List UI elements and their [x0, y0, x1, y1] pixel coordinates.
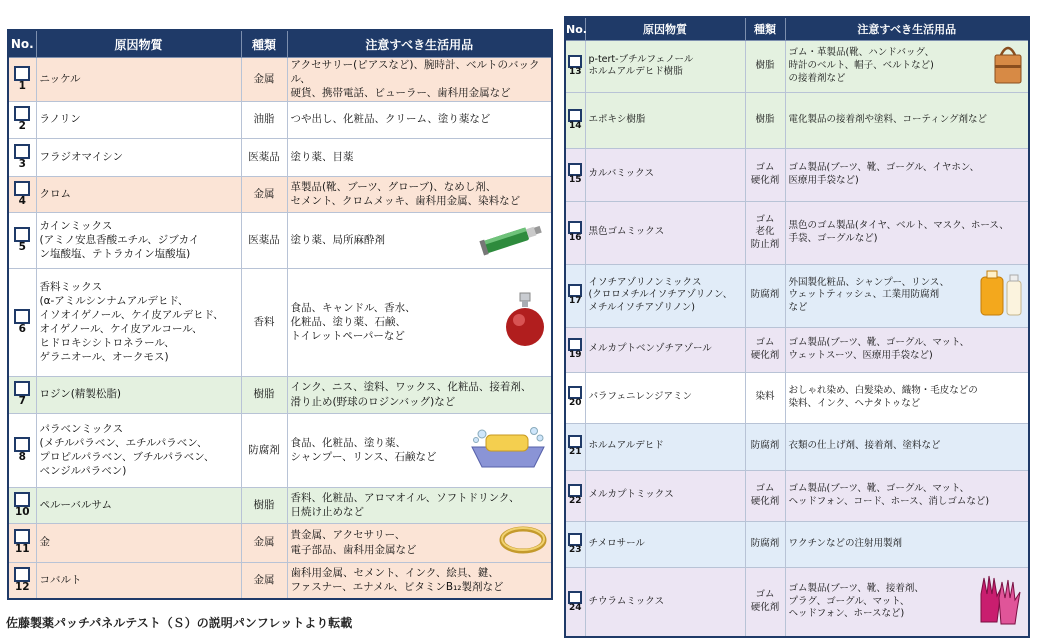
- type-cell: [241, 376, 287, 413]
- table-row: [565, 148, 1029, 201]
- table-row: [565, 201, 1029, 264]
- type-cell: [241, 268, 287, 376]
- product-list: 革製品(靴、ブーツ、グローブ)、なめし剤、 セメント、クロムメッキ、歯科用金属、染料など: [290, 180, 521, 208]
- substance-type: 樹脂: [755, 60, 775, 71]
- product-list: 衣類の仕上げ剤、接着剤、塗料など: [788, 440, 941, 452]
- substance-name: イソチアゾリノンミックス (クロロメチルイソチアゾリノン、 メチルイソチアゾリノン): [588, 276, 733, 314]
- type-cell: [241, 101, 287, 138]
- source-caption: 佐藤製薬パッチパネルテスト（Ｓ）の説明パンフレットより転載: [6, 616, 353, 630]
- product-list: 歯科用金属、セメント、インク、絵具、鍵、 ファスナー、エナメル、ビタミンB₁₂製剤など: [290, 567, 504, 594]
- row-number-cell: [8, 413, 36, 487]
- products-cell: [785, 264, 1029, 327]
- substance-name: メルカプトベンゾチアゾール: [588, 343, 712, 355]
- table-row: [8, 487, 552, 523]
- type-cell: [745, 567, 785, 637]
- row-checkbox[interactable]: [14, 437, 30, 452]
- header-substance: 原因物質: [36, 30, 241, 58]
- product-list: アクセサリー(ピアスなど)、腕時計、ベルトのバックル、 硬貨、携帯電話、ビューラー、歯科用金属など: [290, 59, 540, 100]
- type-cell: [745, 92, 785, 148]
- substance-type: ゴム 硬化剤: [750, 589, 780, 614]
- product-list: ゴム製品(ブーツ、靴、接着剤、 プラグ、ゴーグル、マット、 ヘッドフォン、ホースなど): [788, 582, 924, 620]
- substance-cell: [585, 423, 745, 470]
- row-number: 14: [568, 120, 582, 131]
- row-number: 21: [568, 447, 582, 458]
- type-cell: [745, 372, 785, 423]
- product-list: ゴム製品(ブーツ、靴、ゴーグル、イヤホン、 医療用手袋など): [788, 162, 980, 186]
- row-number: 5: [18, 240, 26, 253]
- row-checkbox[interactable]: [14, 529, 30, 544]
- substance-name: クロム: [39, 187, 71, 200]
- substance-type: 樹脂: [253, 388, 275, 401]
- row-number: 17: [568, 296, 582, 307]
- products-cell: [785, 372, 1029, 423]
- row-number: 16: [568, 233, 582, 244]
- substance-cell: [585, 264, 745, 327]
- product-list: インク、ニス、塗料、ワックス、化粧品、接着剤、 滑り止め(野球のロジンバッグ)など: [290, 381, 532, 408]
- substance-type: 香料: [253, 315, 275, 328]
- type-cell: [241, 58, 287, 102]
- row-number-cell: [8, 268, 36, 376]
- table-header-row: [8, 30, 552, 58]
- row-checkbox[interactable]: [568, 55, 582, 68]
- row-checkbox[interactable]: [14, 381, 30, 396]
- substance-name: ペルーバルサム: [39, 498, 112, 511]
- header-type: 種類: [745, 17, 785, 41]
- substance-type: 油脂: [253, 113, 275, 126]
- row-checkbox[interactable]: [14, 66, 30, 81]
- products-cell: [785, 148, 1029, 201]
- row-number-cell: [565, 148, 585, 201]
- row-number-cell: [8, 212, 36, 268]
- row-number: 13: [568, 66, 582, 77]
- substance-type: 金属: [253, 574, 275, 587]
- products-cell: [785, 92, 1029, 148]
- product-list: 外国製化粧品、シャンプー、リンス、 ウェットティッシュ、工業用防腐剤 など: [788, 276, 950, 314]
- substance-type: 防腐剤: [750, 289, 780, 301]
- substance-type: ゴム 硬化剤: [750, 483, 780, 507]
- product-list: ゴム製品(ブーツ、靴、ゴーグル、マット、 ウェットスーツ、医療用手袋など): [788, 337, 970, 361]
- substance-name: ニッケル: [39, 73, 81, 86]
- type-cell: [241, 562, 287, 599]
- substance-name: ロジン(精製松脂): [39, 388, 121, 401]
- product-list: ゴム・革製品(靴、ハンドバッグ、 時計のベルト、帽子、ベルトなど) の接着剤など: [788, 47, 935, 84]
- products-cell: [287, 58, 552, 102]
- substance-name: ラノリン: [39, 113, 81, 126]
- substance-name: 黒色ゴムミックス: [588, 226, 665, 238]
- table-row: [8, 268, 552, 376]
- row-number-cell: [8, 58, 36, 102]
- substance-type: 医薬品: [248, 150, 280, 163]
- table-row: [8, 562, 552, 599]
- row-number: 12: [14, 580, 30, 593]
- row-number: 1: [18, 79, 26, 92]
- bottles-icon: [975, 269, 1025, 322]
- substance-type: 金属: [253, 73, 275, 86]
- row-checkbox[interactable]: [568, 591, 582, 604]
- product-list: 黒色のゴム製品(タイヤ、ベルト、マスク、ホース、 手袋、ゴーグルなど): [788, 220, 1009, 244]
- type-cell: [241, 176, 287, 212]
- table-row: [8, 58, 552, 102]
- table-row: [8, 413, 552, 487]
- row-number-cell: [565, 423, 585, 470]
- product-list: ゴム製品(ブーツ、靴、ゴーグル、マット、 ヘッドフォン、コード、ホース、消しゴムなど): [788, 483, 990, 507]
- row-number-cell: [8, 562, 36, 599]
- product-list: つや出し、化粧品、クリーム、塗り薬など: [290, 113, 491, 126]
- table-row: [565, 92, 1029, 148]
- substance-cell: [585, 567, 745, 637]
- table-row: [8, 138, 552, 176]
- products-cell: [785, 41, 1029, 93]
- products-cell: [287, 212, 552, 268]
- row-checkbox[interactable]: [14, 567, 30, 582]
- row-number: 7: [18, 395, 26, 408]
- substance-type: 防腐剤: [750, 537, 780, 549]
- table-header-row: [565, 17, 1029, 41]
- row-number: 15: [568, 175, 582, 186]
- substance-cell: [36, 376, 241, 413]
- substance-cell: [585, 521, 745, 567]
- row-number: 6: [18, 322, 26, 335]
- products-cell: [287, 138, 552, 176]
- substance-cell: [585, 41, 745, 93]
- products-cell: [287, 562, 552, 599]
- substance-cell: [36, 413, 241, 487]
- row-number-cell: [8, 376, 36, 413]
- substance-cell: [585, 148, 745, 201]
- row-number-cell: [565, 201, 585, 264]
- substance-cell: [36, 101, 241, 138]
- substance-cell: [585, 470, 745, 521]
- substance-name: カルバミックス: [588, 168, 655, 180]
- substance-type: 防腐剤: [750, 440, 780, 452]
- row-number-cell: [565, 521, 585, 567]
- product-list: 貴金属、アクセサリー、 電子部品、歯科用金属など: [290, 529, 417, 556]
- handbag-icon: [991, 41, 1025, 92]
- substance-name: チメロサール: [588, 537, 645, 549]
- substance-type: 樹脂: [755, 113, 775, 125]
- table-row: [8, 523, 552, 562]
- table-row: [565, 327, 1029, 372]
- products-cell: [785, 470, 1029, 521]
- row-checkbox[interactable]: [14, 309, 30, 324]
- substance-cell: [36, 212, 241, 268]
- type-cell: [745, 521, 785, 567]
- substance-type: 防腐剤: [248, 443, 280, 456]
- type-cell: [241, 523, 287, 562]
- row-number: 24: [568, 602, 582, 613]
- products-cell: [287, 487, 552, 523]
- substance-cell: [585, 92, 745, 148]
- header-no: No.: [8, 30, 36, 58]
- substance-cell: [585, 327, 745, 372]
- row-checkbox[interactable]: [14, 144, 30, 159]
- allergen-table-right: [564, 16, 1030, 638]
- substance-name: メルカプトミックス: [588, 489, 674, 501]
- products-cell: [287, 376, 552, 413]
- table-row: [565, 470, 1029, 521]
- row-number: 10: [14, 505, 30, 518]
- type-cell: [241, 138, 287, 176]
- substance-cell: [36, 487, 241, 523]
- product-list: 塗り薬、目薬: [290, 150, 354, 163]
- substance-type: ゴム 硬化剤: [750, 162, 780, 186]
- row-checkbox[interactable]: [14, 492, 30, 507]
- row-checkbox[interactable]: [14, 181, 30, 196]
- table-row: [565, 41, 1029, 93]
- substance-type: 金属: [253, 536, 275, 549]
- substance-cell: [36, 523, 241, 562]
- products-cell: [287, 413, 552, 487]
- substance-name: エポキシ樹脂: [588, 113, 646, 125]
- row-checkbox[interactable]: [568, 109, 582, 122]
- row-number-cell: [565, 264, 585, 327]
- row-number: 3: [18, 157, 26, 170]
- substance-name: 金: [39, 536, 50, 549]
- substance-cell: [36, 562, 241, 599]
- row-number-cell: [565, 92, 585, 148]
- row-number-cell: [565, 470, 585, 521]
- table-row: [565, 521, 1029, 567]
- product-list: ワクチンなどの注射用製剤: [788, 537, 903, 549]
- row-number: 4: [18, 194, 26, 207]
- row-number: 8: [18, 450, 26, 463]
- ring-icon: [498, 524, 548, 560]
- type-cell: [745, 148, 785, 201]
- substance-name: カインミックス (アミノ安息香酸エチル、ジブカイ ン塩酸塩、テトラカイン塩酸塩): [39, 219, 200, 261]
- products-cell: [287, 523, 552, 562]
- header-no: No.: [565, 17, 585, 41]
- row-number: 11: [14, 543, 30, 556]
- table-row: [565, 567, 1029, 637]
- product-list: 食品、キャンドル、香水、 化粧品、塗り薬、石鹸、 トイレットペーパーなど: [290, 301, 416, 343]
- substance-name: チウラムミックス: [588, 595, 665, 607]
- allergen-table-left: [7, 29, 553, 600]
- row-number-cell: [8, 176, 36, 212]
- row-number-cell: [8, 487, 36, 523]
- type-cell: [745, 470, 785, 521]
- substance-cell: [36, 176, 241, 212]
- products-cell: [287, 101, 552, 138]
- row-number-cell: [8, 101, 36, 138]
- type-cell: [745, 201, 785, 264]
- gloves-icon: [975, 572, 1025, 633]
- substance-cell: [36, 138, 241, 176]
- substance-cell: [585, 372, 745, 423]
- substance-name: p-tert-ブチルフェノール ホルムアルデヒド樹脂: [588, 53, 694, 78]
- table-row: [8, 212, 552, 268]
- products-cell: [785, 201, 1029, 264]
- products-cell: [785, 567, 1029, 637]
- table-row: [8, 176, 552, 212]
- row-number: 22: [568, 496, 582, 507]
- tube-icon: [476, 220, 548, 260]
- table-row: [565, 423, 1029, 470]
- substance-name: パラベンミックス (メチルパラベン、エチルパラベン、 プロピルパラベン、ブチルパラベン、 ベンジルパラベン): [39, 422, 215, 478]
- type-cell: [745, 327, 785, 372]
- soap-icon: [468, 425, 548, 475]
- row-number-cell: [8, 138, 36, 176]
- table-row: [565, 372, 1029, 423]
- type-cell: [745, 264, 785, 327]
- table-row: [8, 101, 552, 138]
- row-number-cell: [565, 372, 585, 423]
- row-number-cell: [8, 523, 36, 562]
- type-cell: [241, 413, 287, 487]
- row-number: 2: [18, 120, 26, 133]
- header-products: 注意すべき生活用品: [785, 17, 1029, 41]
- substance-type: 医薬品: [248, 233, 280, 246]
- row-number-cell: [565, 327, 585, 372]
- products-cell: [785, 327, 1029, 372]
- perfume-icon: [502, 291, 548, 353]
- row-checkbox[interactable]: [14, 106, 30, 121]
- row-checkbox[interactable]: [14, 227, 30, 242]
- products-cell: [287, 268, 552, 376]
- substance-cell: [36, 58, 241, 102]
- products-cell: [287, 176, 552, 212]
- substance-name: フラジオマイシン: [39, 150, 124, 163]
- header-products: 注意すべき生活用品: [287, 30, 552, 58]
- substance-type: 樹脂: [253, 498, 275, 511]
- substance-name: コバルト: [39, 574, 82, 587]
- product-list: おしゃれ染め、白髪染め、織物・毛皮などの 染料、インク、ヘナタトゥなど: [788, 385, 978, 409]
- products-cell: [785, 423, 1029, 470]
- substance-type: 金属: [253, 187, 275, 200]
- header-type: 種類: [241, 30, 287, 58]
- substance-cell: [36, 268, 241, 376]
- substance-type: ゴム 硬化剤: [750, 337, 780, 361]
- type-cell: [745, 423, 785, 470]
- substance-name: 香料ミックス (α-アミルシンナムアルデヒド、 イソオイゲノール、ケイ皮アルデヒド、 オイゲノール、ケイ皮アルコール、 ヒドロキシシトロネラール、 ゲラニオール、オークモス): [39, 280, 224, 364]
- substance-name: パラフェニレンジアミン: [588, 391, 693, 403]
- type-cell: [241, 212, 287, 268]
- substance-name: ホルムアルデヒド: [588, 440, 664, 452]
- products-cell: [785, 521, 1029, 567]
- header-substance: 原因物質: [585, 17, 745, 41]
- substance-type: ゴム 老化 防止剤: [750, 213, 780, 251]
- table-row: [565, 264, 1029, 327]
- table-row: [8, 376, 552, 413]
- type-cell: [241, 487, 287, 523]
- substance-type: 染料: [755, 391, 775, 403]
- row-number: 20: [568, 398, 582, 409]
- row-checkbox[interactable]: [568, 533, 582, 546]
- product-list: 食品、化粧品、塗り薬、 シャンプー、リンス、石鹸など: [290, 436, 437, 463]
- product-list: 電化製品の接着剤や塗料、コーティング剤など: [788, 113, 988, 125]
- product-list: 塗り薬、局所麻酔剤: [290, 233, 385, 246]
- row-number-cell: [565, 567, 585, 637]
- substance-cell: [585, 201, 745, 264]
- type-cell: [745, 41, 785, 93]
- product-list: 香料、化粧品、アロマオイル、ソフトドリンク、 日焼け止めなど: [290, 491, 520, 519]
- row-number: 23: [568, 544, 582, 555]
- row-number-cell: [565, 41, 585, 93]
- row-number: 19: [568, 350, 582, 361]
